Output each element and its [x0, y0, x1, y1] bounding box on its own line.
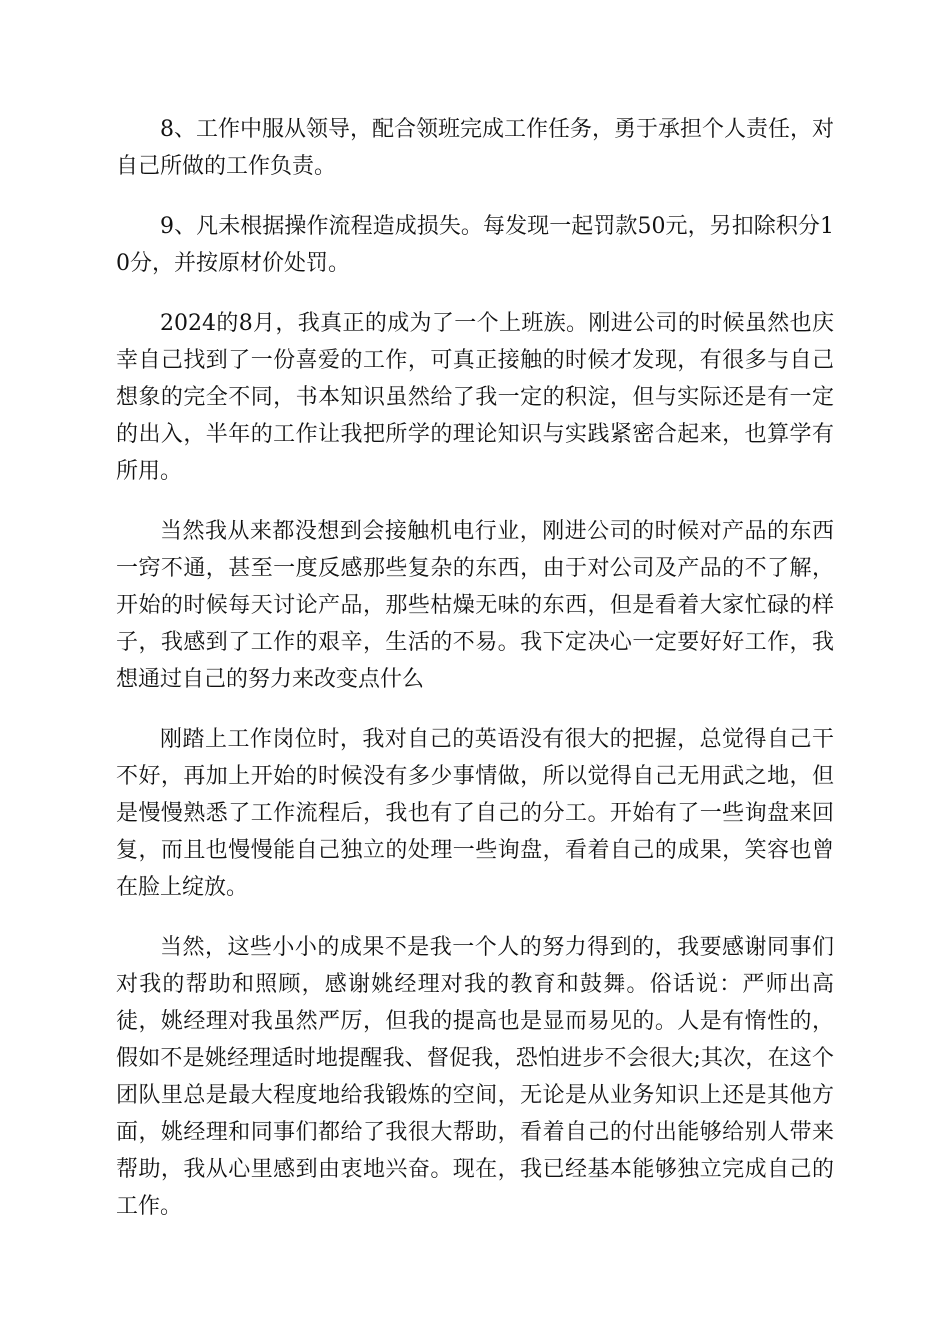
document-body: [116, 111, 834, 1248]
paragraph-industry: 当然我从来都没想到会接触机电行业，刚进公司的时候对产品的东西一窍不通，甚至一度反感那些复杂的东西，由于对公司及产品的不了解，开始的时候每天讨论产品，那些枯燥无味的东西，但是看着大家忙碌的样子，我感到了工作的艰辛，生活的不易。我下定决心一定要好好工作，我想通过自己的努力来改变点什么: [116, 519, 834, 692]
paragraph-item-9: 9、凡未根据操作流程造成损失。每发现一起罚款50元，另扣除积分10分，并按原材价处罚。: [116, 214, 834, 276]
paragraph-english: 刚踏上工作岗位时，我对自己的英语没有很大的把握，总觉得自己干不好，再加上开始的时候没有多少事情做，所以觉得自己无用武之地，但是慢慢熟悉了工作流程后，我也有了自己的分工。开始有了一些询盘来回复，而且也慢慢能自己独立的处理一些询盘，看着自己的成果，笑容也曾在脸上绽放。: [116, 727, 834, 900]
paragraph-thanks: 当然，这些小小的成果不是我一个人的努力得到的，我要感谢同事们对我的帮助和照顾，感谢姚经理对我的教育和鼓舞。俗话说：严师出高徒，姚经理对我虽然严厉，但我的提高也是显而易见的。人是有惰性的，假如不是姚经理适时地提醒我、督促我，恐怕进步不会很大;其次，在这个团队里总是最大程度地给我锻炼的空间，无论是从业务知识上还是其他方面，姚经理和同事们都给了我很大帮助，看着自己的付出能够给别人带来帮助，我从心里感到由衷地兴奋。现在，我已经基本能够独立完成自己的工作。: [116, 935, 834, 1219]
paragraph-item-8: 8、工作中服从领导，配合领班完成工作任务，勇于承担个人责任，对自己所做的工作负责。: [116, 117, 834, 179]
paragraph-start-job: 2024的8月，我真正的成为了一个上班族。刚进公司的时候虽然也庆幸自己找到了一份喜爱的工作，可真正接触的时候才发现，有很多与自己想象的完全不同，书本知识虽然给了我一定的积淀，但与实际还是有一定的出入，半年的工作让我把所学的理论知识与实践紧密合起来，也算学有所用。: [116, 311, 834, 484]
